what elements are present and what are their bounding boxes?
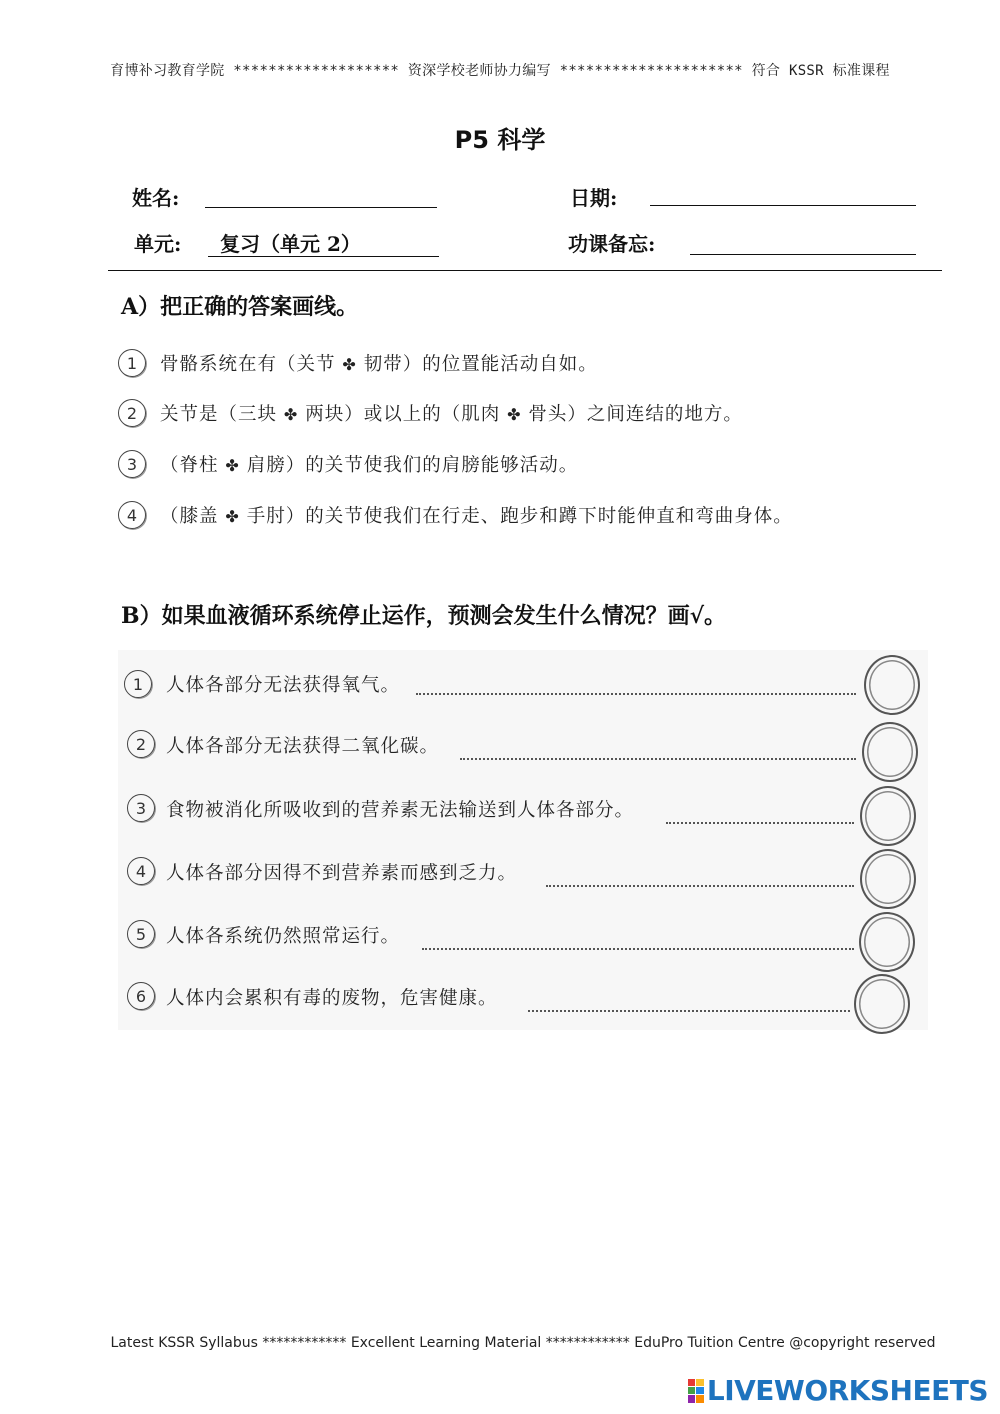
clover-separator-icon: ✤ xyxy=(342,355,357,374)
option-text[interactable]: 骨骼系统在有（关节 xyxy=(160,354,336,375)
statement-text: 人体各部分无法获得氧气。 xyxy=(166,675,401,696)
question-b3 xyxy=(124,784,924,844)
name-label: 姓名: xyxy=(132,186,180,210)
question-text xyxy=(160,502,793,528)
logo-tile xyxy=(688,1395,696,1402)
logo-tile xyxy=(688,1387,696,1394)
option-text[interactable]: 骨头）之间连结的地方。 xyxy=(528,404,743,425)
option-text[interactable]: （膝盖 xyxy=(160,506,219,527)
statement-text: 食物被消化所吸收到的营养素无法输送到人体各部分。 xyxy=(166,800,635,821)
question-b5 xyxy=(124,910,924,970)
question-a2 xyxy=(118,399,743,427)
question-a4 xyxy=(118,501,793,529)
question-b4 xyxy=(124,847,924,907)
name-field[interactable] xyxy=(205,207,437,208)
statement-text: 人体各部分因得不到营养素而感到乏力。 xyxy=(166,863,518,884)
dotted-leader xyxy=(528,1010,850,1012)
question-number-4: 4 xyxy=(127,857,155,885)
dotted-leader xyxy=(416,693,856,695)
question-number-2: 2 xyxy=(127,730,155,758)
liveworksheets-logo-text: LIVEWORKSHEETS xyxy=(706,1374,988,1407)
option-text[interactable]: 手肘）的关节使我们在行走、跑步和蹲下时能伸直和弯曲身体。 xyxy=(246,506,793,527)
date-label: 日期: xyxy=(570,186,618,210)
logo-tile xyxy=(696,1379,704,1386)
unit-field xyxy=(208,232,439,257)
answer-circle[interactable] xyxy=(864,655,920,715)
clover-separator-icon: ✤ xyxy=(507,405,522,424)
header-banner: 育博补习教育学院 ******************* 资深学校老师协力编写 ********************* 符合 KSSR 标准课程 xyxy=(110,63,890,79)
question-text xyxy=(160,400,743,426)
homework-label: 功课备忘: xyxy=(568,232,656,256)
option-text[interactable]: 肩膀）的关节使我们的肩膀能够活动。 xyxy=(246,455,579,476)
question-number-3: 3 xyxy=(118,450,146,478)
date-field[interactable] xyxy=(650,205,916,206)
liveworksheets-logo-icon xyxy=(688,1379,704,1403)
footer-text: Latest KSSR Syllabus ************ Excellent Learning Material ************ EduPro Tuition Centre @copyright reserved xyxy=(110,1335,936,1351)
unit-label: 单元: xyxy=(134,232,182,256)
dotted-leader xyxy=(546,885,854,887)
answer-circle[interactable] xyxy=(859,912,915,972)
dotted-leader xyxy=(422,948,854,950)
option-text[interactable]: 韧带）的位置能活动自如。 xyxy=(363,354,598,375)
question-text xyxy=(160,451,578,477)
dotted-leader xyxy=(460,758,856,760)
answer-circle[interactable] xyxy=(854,974,910,1034)
option-text[interactable]: （脊柱 xyxy=(160,455,219,476)
question-number-6: 6 xyxy=(127,982,155,1010)
question-number-4: 4 xyxy=(118,501,146,529)
statement-text: 人体各部分无法获得二氧化碳。 xyxy=(166,736,440,757)
section-b-title: B）如果血液循环系统停止运作，预测会发生什么情况？画√。 xyxy=(121,603,727,629)
question-text xyxy=(160,350,598,376)
logo-tile xyxy=(688,1379,696,1386)
homework-field[interactable] xyxy=(690,254,916,255)
clover-separator-icon: ✤ xyxy=(225,456,240,475)
question-number-1: 1 xyxy=(118,349,146,377)
answer-circle[interactable] xyxy=(860,849,916,909)
question-b2 xyxy=(124,720,924,780)
question-b1 xyxy=(124,655,924,715)
answer-circle[interactable] xyxy=(860,786,916,846)
logo-tile xyxy=(696,1387,704,1394)
clover-separator-icon: ✤ xyxy=(283,405,299,424)
logo-tile xyxy=(696,1395,704,1402)
answer-circle[interactable] xyxy=(862,722,918,782)
statement-text: 人体内会累积有毒的废物，危害健康。 xyxy=(166,988,498,1009)
page-title: P5 科学 xyxy=(454,126,546,154)
section-a-title: A）把正确的答案画线。 xyxy=(121,294,359,320)
question-a1 xyxy=(118,349,598,377)
question-b6 xyxy=(124,972,924,1032)
unit-value: 复习（单元 2） xyxy=(220,232,361,256)
liveworksheets-logo[interactable] xyxy=(688,1374,988,1407)
option-text[interactable]: 两块）或以上的（肌肉 xyxy=(305,404,501,425)
clover-separator-icon: ✤ xyxy=(225,507,240,526)
question-number-2: 2 xyxy=(118,399,146,427)
dotted-leader xyxy=(666,822,854,824)
statement-text: 人体各系统仍然照常运行。 xyxy=(166,926,401,947)
question-number-1: 1 xyxy=(124,670,152,698)
question-number-3: 3 xyxy=(127,794,155,822)
option-text[interactable]: 关节是（三块 xyxy=(160,404,278,425)
question-number-5: 5 xyxy=(127,920,155,948)
header-divider xyxy=(108,270,942,271)
question-a3 xyxy=(118,450,578,478)
